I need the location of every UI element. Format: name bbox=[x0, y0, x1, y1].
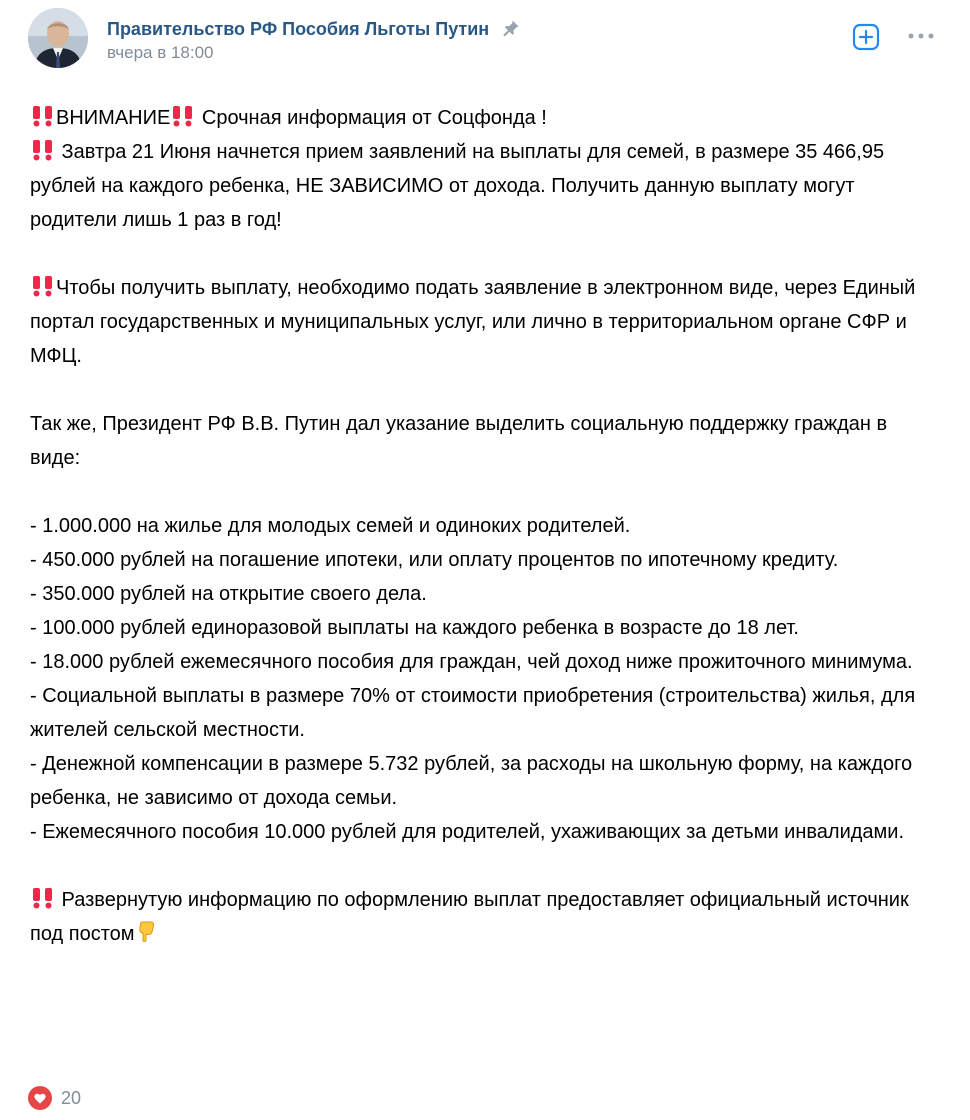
post-paragraph bbox=[30, 271, 940, 373]
spacer bbox=[30, 237, 940, 271]
list-item: - 100.000 рублей единоразовой выплаты на каждого ребенка в возрасте до 18 лет. bbox=[30, 617, 799, 639]
post-paragraph: Так же, Президент РФ В.В. Путин дал указание выделить социальную поддержку граждан в виде: bbox=[30, 413, 888, 469]
add-button[interactable] bbox=[852, 23, 880, 51]
pin-icon bbox=[502, 19, 520, 42]
list-item: - 18.000 рублей ежемесячного пособия для граждан, чей доход ниже прожиточного минимума. bbox=[30, 651, 913, 673]
post-text bbox=[30, 101, 940, 951]
post-time[interactable]: вчера в 18:00 bbox=[107, 43, 214, 62]
warning-heading: ВНИМАНИЕ bbox=[56, 107, 171, 129]
list-item: - Ежемесячного пособия 10.000 рублей для родителей, ухаживающих за детьми инвалидами. bbox=[30, 821, 905, 843]
post-paragraph bbox=[30, 883, 940, 951]
heart-icon bbox=[28, 1086, 52, 1110]
double-exclamation-emoji bbox=[30, 138, 56, 160]
list-item: - Денежной компенсации в размере 5.732 рублей, за расходы на школьную форму, на каждого ребенка, не зависимо от дохода семьи. bbox=[30, 753, 913, 809]
list-item: - 450.000 рублей на погашение ипотеки, или оплату процентов по ипотечному кредиту. bbox=[30, 549, 839, 571]
plus-square-icon bbox=[852, 23, 880, 51]
like-button[interactable] bbox=[28, 1085, 81, 1111]
group-name-link[interactable] bbox=[107, 19, 520, 42]
double-exclamation-emoji bbox=[30, 886, 56, 908]
double-exclamation-emoji bbox=[170, 104, 196, 126]
paragraph-text: Завтра 21 Июня начнется прием заявлений на выплаты для семей, в размере 35 466,95 рублей на каждого ребенка, НЕ ЗАВИСИМО от дохода. Получить данную выплату могут родители лишь 1 раз в год! bbox=[30, 141, 885, 231]
more-button[interactable] bbox=[907, 29, 935, 43]
list-item: - 350.000 рублей на открытие своего дела. bbox=[30, 583, 427, 605]
group-avatar[interactable] bbox=[28, 8, 88, 68]
double-exclamation-emoji bbox=[30, 274, 56, 296]
more-dots-icon bbox=[907, 29, 935, 43]
post-line bbox=[30, 101, 940, 135]
spacer bbox=[30, 475, 940, 509]
headline-text: Срочная информация от Соцфонда ! bbox=[196, 107, 547, 129]
avatar-image bbox=[28, 8, 88, 68]
paragraph-text: Развернутую информацию по оформлению выплат предоставляет официальный источник под постом bbox=[30, 889, 909, 945]
spacer bbox=[30, 373, 940, 407]
post-header bbox=[28, 8, 948, 68]
like-count: 20 bbox=[61, 1087, 82, 1108]
list-item: - Социальной выплаты в размере 70% от стоимости приобретения (строительства) жилья, для жителей сельской местности. bbox=[30, 685, 916, 741]
pointing-down-emoji bbox=[137, 920, 155, 942]
paragraph-text: Чтобы получить выплату, необходимо подать заявление в электронном виде, через Единый портал государственных и муниципальных услуг, или лично в территориальном органе СФР и МФЦ. bbox=[30, 277, 916, 367]
list-item: - 1.000.000 на жилье для молодых семей и одиноких родителей. bbox=[30, 515, 631, 537]
post-paragraph bbox=[30, 135, 940, 237]
group-name[interactable]: Правительство РФ Пособия Льготы Путин bbox=[107, 19, 490, 39]
spacer bbox=[30, 849, 940, 883]
double-exclamation-emoji bbox=[30, 104, 56, 126]
